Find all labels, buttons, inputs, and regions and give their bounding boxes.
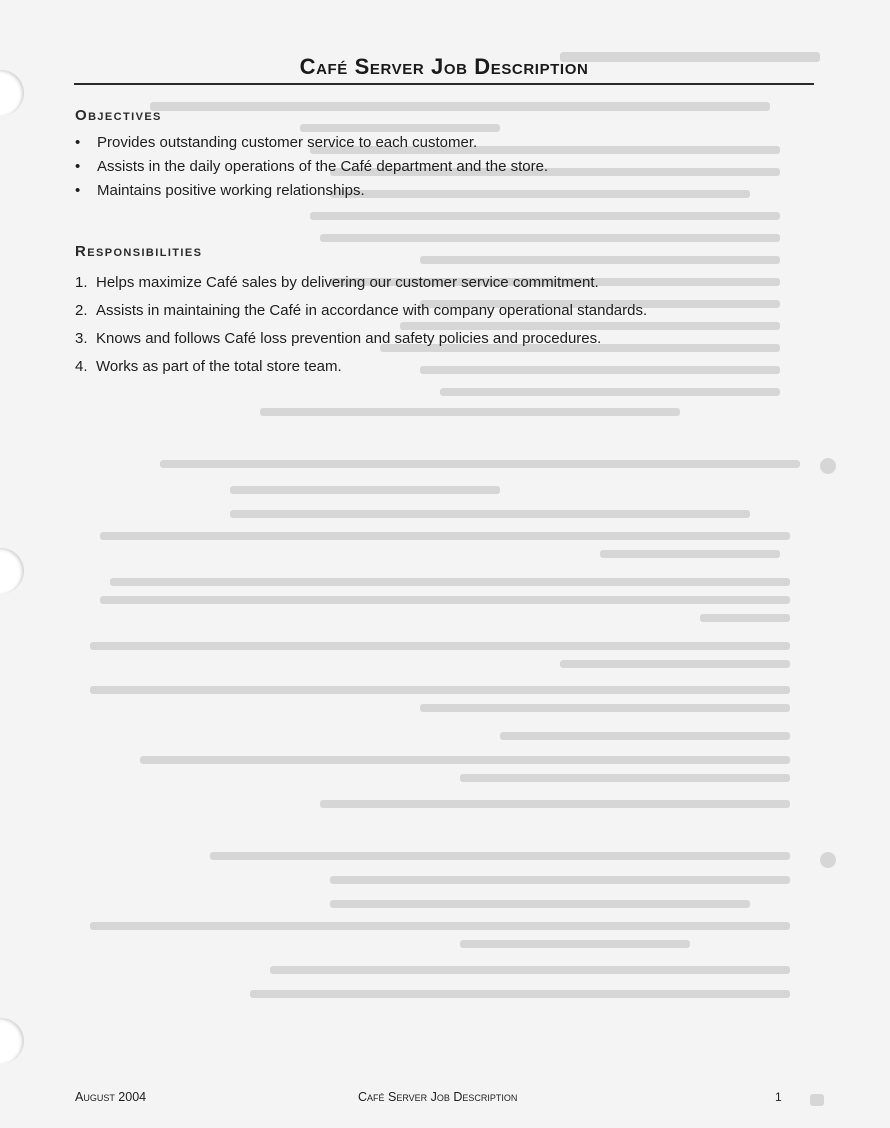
page-number: 1 (775, 1090, 782, 1104)
footer-title: Café Server Job Description (358, 1090, 518, 1104)
objective-text: Assists in the daily operations of the Café department and the store. (97, 158, 549, 175)
bullet-icon: • (75, 182, 81, 199)
responsibility-text: Assists in maintaining the Café in accordance with company operational standards. (96, 302, 648, 319)
responsibilities-list (75, 269, 647, 381)
responsibilities-heading: Responsibilities (75, 243, 203, 260)
objectives-list (75, 131, 548, 203)
objective-text: Provides outstanding customer service to each customer. (97, 134, 478, 151)
document-title: Café Server Job Description (299, 54, 589, 79)
item-number: 3. (75, 330, 88, 347)
objectives-heading: Objectives (75, 107, 162, 124)
list-item (75, 325, 647, 353)
title-divider (74, 83, 814, 85)
item-number: 1. (75, 274, 88, 291)
bullet-icon: • (75, 134, 81, 151)
list-item (75, 131, 548, 155)
bullet-icon: • (75, 158, 81, 175)
list-item (75, 297, 647, 325)
list-item (75, 179, 548, 203)
item-number: 4. (75, 358, 88, 375)
item-number: 2. (75, 302, 88, 319)
footer-date: August 2004 (75, 1090, 147, 1104)
list-item (75, 155, 548, 179)
responsibility-text: Works as part of the total store team. (96, 358, 342, 375)
responsibility-text: Knows and follows Café loss prevention and safety policies and procedures. (96, 330, 602, 347)
objective-text: Maintains positive working relationships. (97, 182, 365, 199)
list-item (75, 269, 647, 297)
responsibility-text: Helps maximize Café sales by delivering our customer service commitment. (96, 274, 599, 291)
list-item (75, 353, 647, 381)
